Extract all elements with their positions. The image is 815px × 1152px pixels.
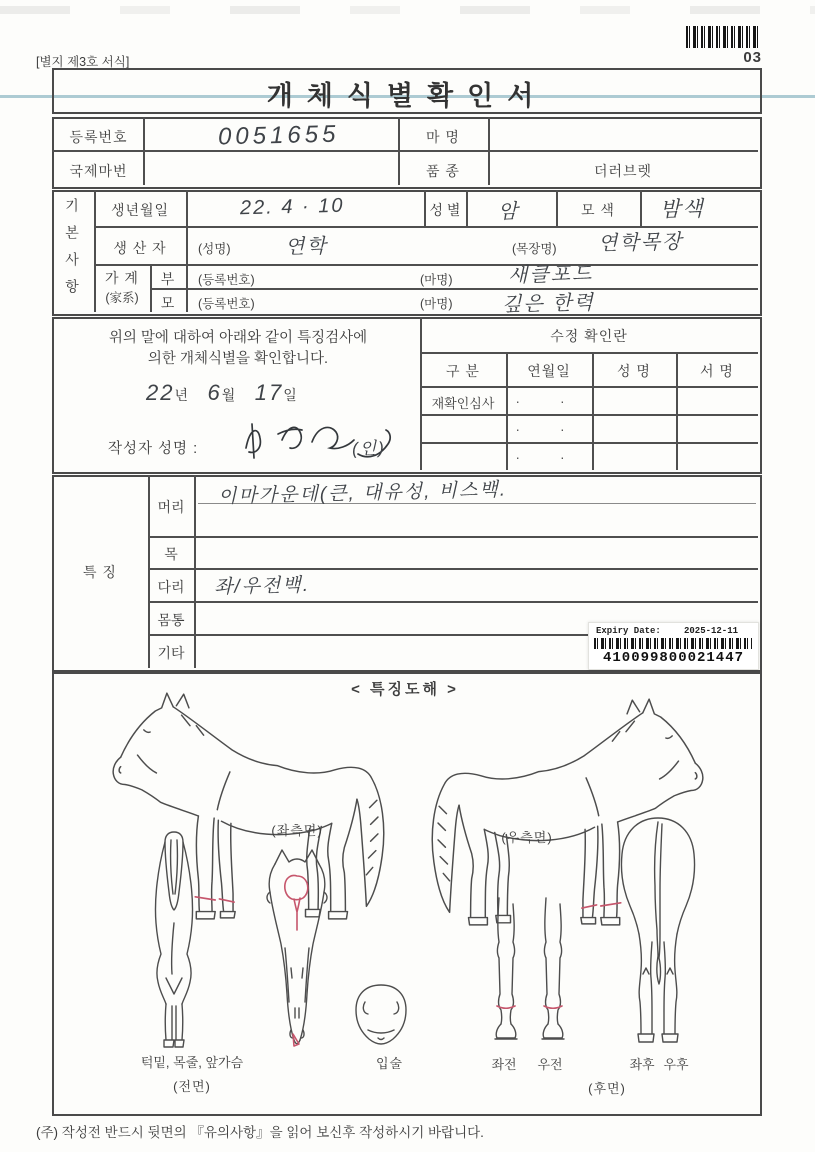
correction-row-date: · · xyxy=(515,449,583,465)
expiry-barcode-number: 410099800021447 xyxy=(602,650,745,666)
features-section-label: 특 징 xyxy=(83,564,117,580)
feature-head-label: 머리 xyxy=(157,499,185,515)
confirmation-statement-line2: 의한 개체식별을 확인합니다. xyxy=(147,351,329,367)
left-front-label: 좌전 xyxy=(491,1057,517,1072)
confirmation-statement-line1: 위의 말에 대하여 아래와 같이 특징검사에 xyxy=(108,330,368,346)
feature-legs-label: 다리 xyxy=(157,579,185,595)
page-number: 03 xyxy=(743,49,762,66)
date-day-value: 17 xyxy=(254,380,284,405)
sire-regno-label: (등록번호) xyxy=(198,273,255,287)
producer-label: 생 산 자 xyxy=(113,240,167,256)
reg-no-value: 0051655 xyxy=(217,120,340,151)
confirmation-date xyxy=(146,380,298,406)
pedigree-sublabel: (家系) xyxy=(105,291,139,305)
date-day-unit: 일 xyxy=(283,387,298,403)
feature-etc-label: 기타 xyxy=(157,645,185,661)
date-year-unit: 년 xyxy=(174,387,190,403)
coat-value: 밤색 xyxy=(659,197,705,222)
horse-name-label: 마 명 xyxy=(426,129,460,145)
date-month-unit: 월 xyxy=(221,387,237,403)
lips-label: 입술 xyxy=(375,1056,404,1071)
right-rear-label: 우후 xyxy=(663,1057,689,1072)
feature-body-label: 몸통 xyxy=(157,612,185,628)
birth-label: 생년월일 xyxy=(110,202,170,218)
dam-regno-label: (등록번호) xyxy=(198,297,255,311)
footer-note: (주) 작성전 반드시 뒷면의 『유의사항』을 읽어 보신후 작성하시기 바랍니다. xyxy=(36,1125,484,1140)
date-year-value: 22 xyxy=(146,380,175,405)
basic-section-label: 기본사항 xyxy=(64,198,80,306)
page-barcode xyxy=(686,26,760,48)
sire-name-value: 새클포드 xyxy=(507,262,594,288)
expiry-label: Expiry Date: xyxy=(596,626,661,636)
expiry-sticker xyxy=(588,622,759,670)
sire-label: 부 xyxy=(160,271,176,287)
right-side-label: (우측면) xyxy=(501,830,553,845)
correction-header-name: 성 명 xyxy=(617,363,651,379)
correction-header-date: 연월일 xyxy=(527,363,571,379)
breed-value: 더러브렛 xyxy=(593,163,653,179)
page-title: 개체식별확인서 xyxy=(266,81,548,111)
sire-name-label: (마명) xyxy=(420,273,453,287)
breed-label: 품 종 xyxy=(426,163,460,179)
dam-name-value: 깊은 한력 xyxy=(501,291,596,317)
correction-row-date: · · xyxy=(515,393,583,409)
correction-header-sign: 서 명 xyxy=(700,363,734,379)
form-ref: [별지 제3호 서식] xyxy=(36,55,130,69)
horse-diagrams xyxy=(52,672,758,1112)
diagram-title: < 특징도해 > xyxy=(351,681,459,698)
feature-legs-value: 좌/우전백. xyxy=(213,574,311,599)
coat-label: 모 색 xyxy=(581,202,615,218)
correction-row-category: 재확인심사 xyxy=(431,396,495,411)
birth-value: 22. 4 · 10 xyxy=(239,194,345,220)
producer-name-value: 연학 xyxy=(284,235,328,259)
sex-value: 암 xyxy=(497,200,520,224)
left-side-label: (좌측면) xyxy=(271,823,323,838)
dam-label: 모 xyxy=(160,295,176,311)
expiry-barcode xyxy=(594,638,752,649)
author-label: 작성자 성명 : xyxy=(108,441,199,457)
left-rear-label: 좌후 xyxy=(629,1057,655,1072)
correction-row-date: · · xyxy=(515,421,583,437)
front-view-label: (전면) xyxy=(173,1079,211,1094)
farm-name-value: 연학목장 xyxy=(597,230,684,256)
feature-diagram xyxy=(52,672,758,1112)
author-seal-mark: (인) xyxy=(351,438,387,459)
feature-neck-label: 목 xyxy=(164,546,178,562)
expiry-date: 2025-12-11 xyxy=(684,626,739,636)
front-parts-label: 턱밑, 목줄, 앞가슴 xyxy=(140,1055,244,1070)
producer-name-label: (성명) xyxy=(198,242,231,256)
pedigree-label: 가 계 xyxy=(105,270,139,286)
rear-view-label: (후면) xyxy=(588,1081,626,1096)
intl-no-label: 국제마번 xyxy=(69,163,128,179)
reg-no-label: 등록번호 xyxy=(69,129,128,145)
right-front-label: 우전 xyxy=(537,1057,563,1072)
dam-name-label: (마명) xyxy=(420,297,453,311)
farm-name-label: (목장명) xyxy=(512,242,557,256)
feature-head-value: 이마가운데(큰, 대유성, 비스백. xyxy=(217,479,508,508)
correction-header-category: 구 분 xyxy=(446,363,480,379)
date-month-value: 6 xyxy=(207,380,222,405)
correction-table-title: 수정 확인란 xyxy=(550,328,628,344)
scan-noise-band xyxy=(0,6,815,14)
sex-label: 성 별 xyxy=(429,202,461,218)
